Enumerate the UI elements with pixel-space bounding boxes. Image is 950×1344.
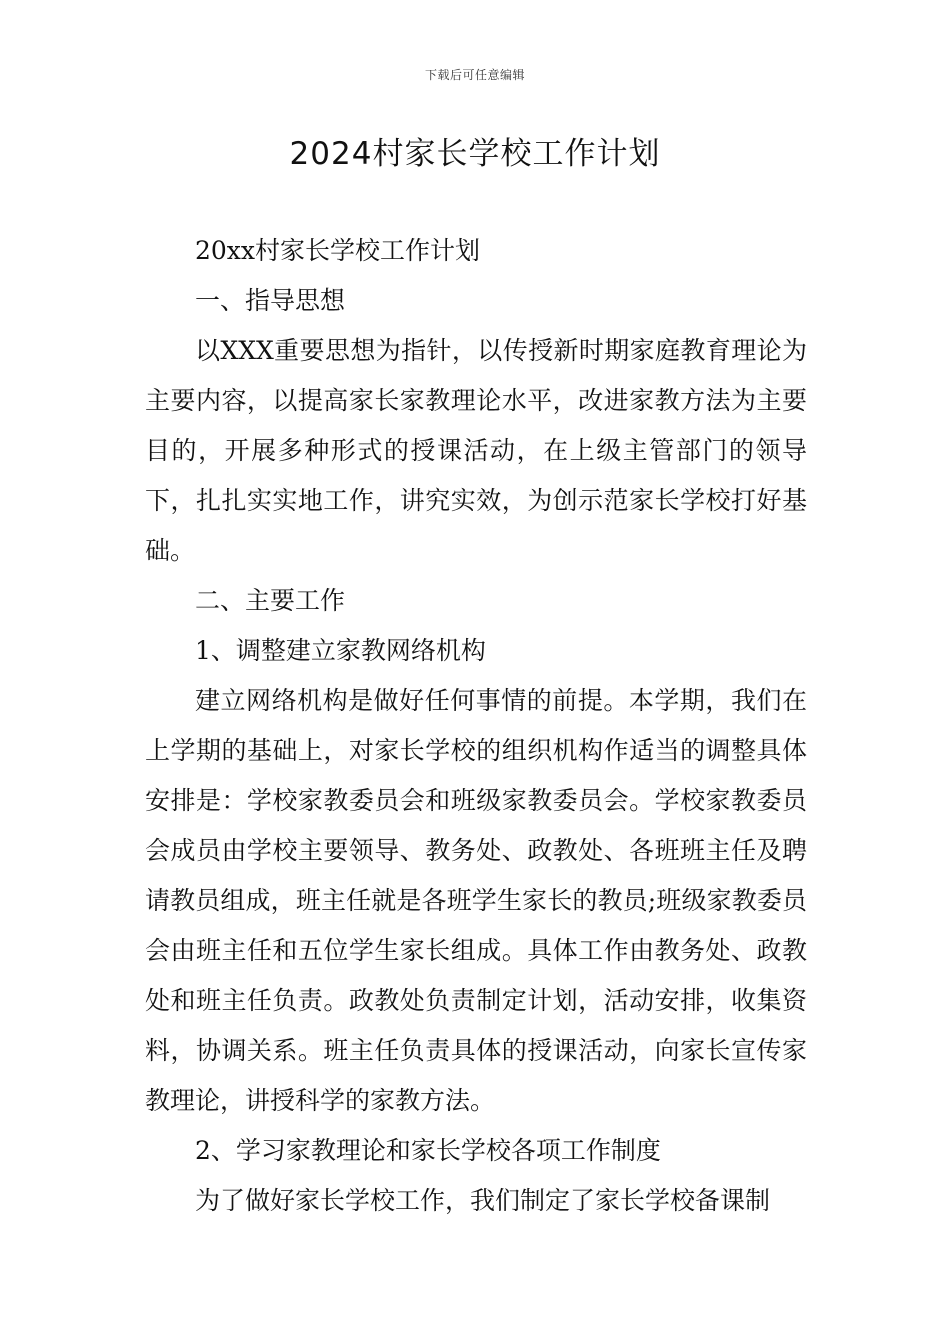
document-body	[145, 226, 807, 1226]
paragraph-heading-study: 2、学习家教理论和家长学校各项工作制度	[195, 1136, 661, 1165]
paragraph-network: 建立网络机构是做好任何事情的前提。本学期，我们在上学期的基础上，对家长学校的组织机构作适当的调整具体安排是：学校家教委员会和班级家教委员会。学校家教委员会成员由学校主要领导、教务处、政教处、各班班主任及聘请教员组成，班主任就是各班学生家长的教员;班级家教委员会由班主任和五位学生家长组成。具体工作由教务处、政教处和班主任负责。政教处负责制定计划，活动安排，收集资料，协调关系。班主任负责具体的授课活动，向家长宣传家教理论，讲授科学的家教方法。	[145, 686, 807, 1115]
paragraph-subtitle: 20xx村家长学校工作计划	[195, 236, 481, 265]
paragraph-heading-main-work: 二、主要工作	[195, 586, 346, 615]
document-title: 2024村家长学校工作计划	[289, 136, 661, 172]
paragraph-heading-network: 1、调整建立家教网络机构	[195, 636, 486, 665]
paragraph-study: 为了做好家长学校工作，我们制定了家长学校备课制	[195, 1186, 771, 1215]
paragraph-guiding-ideology: 以XXX重要思想为指针，以传授新时期家庭教育理论为主要内容，以提高家长家教理论水平，改进家教方法为主要目的，开展多种形式的授课活动，在上级主管部门的领导下，扎扎实实地工作，讲究实效，为创示范家长学校打好基础。	[145, 336, 807, 565]
header-note: 下载后可任意编辑	[424, 68, 525, 82]
paragraph-heading-guiding-ideology: 一、指导思想	[195, 286, 346, 315]
